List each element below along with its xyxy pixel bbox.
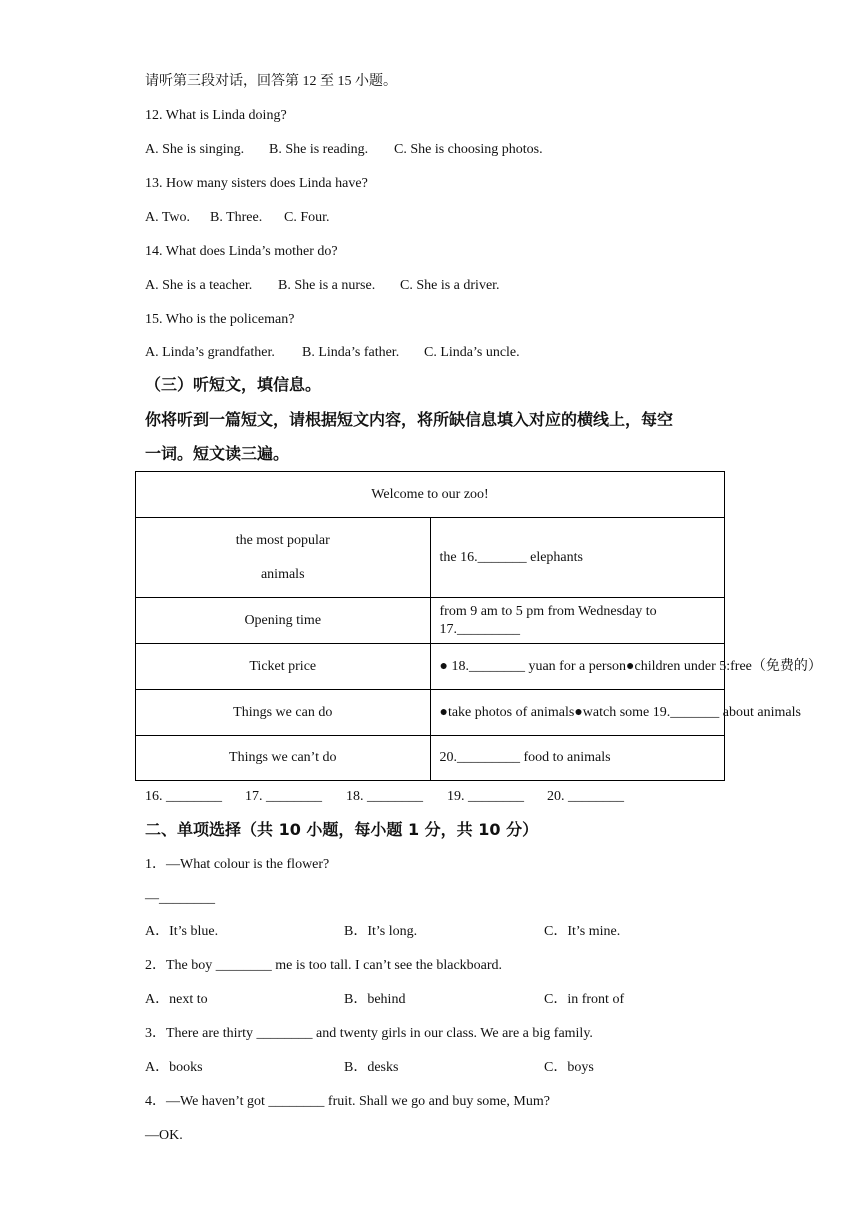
row-value: 20._________ food to animals <box>430 736 725 781</box>
dialogue-intro: 请听第三段对话，回答第 12 至 15 小题。 <box>145 74 397 89</box>
question-15: 15. Who is the policeman? <box>145 312 295 327</box>
option-c: C. She is choosing photos. <box>394 142 543 157</box>
option-c: C．in front of <box>544 992 625 1007</box>
row-label-line: the most popular <box>235 532 330 548</box>
option-a: A．It’s blue. <box>145 924 219 939</box>
row-label: Opening time <box>136 598 431 644</box>
option-a: A．books <box>145 1060 203 1075</box>
zoo-info-table <box>135 471 822 781</box>
question-13: 13. How many sisters does Linda have? <box>145 176 368 191</box>
row-value: ● 18.________ yuan for a person●children under 5:free（免费的） <box>430 644 725 690</box>
answer-blank: 18. ________ <box>346 789 423 804</box>
option-c: C. Four. <box>284 210 330 225</box>
choice-question-1-options <box>145 923 745 941</box>
section-instructions: 你将听到一篇短文，请根据短文内容，将所缺信息填入对应的横线上，每空 <box>145 410 674 429</box>
row-label: Things we can’t do <box>136 736 431 781</box>
option-b: B. She is a nurse. <box>278 278 376 293</box>
question-15-options <box>145 344 745 362</box>
section-heading: （三）听短文，填信息。 <box>145 375 322 394</box>
option-c: C．It’s mine. <box>544 924 621 939</box>
row-value: the 16._______ elephants <box>430 518 725 598</box>
option-a: A. Two. <box>145 210 191 225</box>
question-12: 12. What is Linda doing? <box>145 108 287 123</box>
table-row <box>136 736 725 781</box>
option-a: A. Linda’s grandfather. <box>145 345 275 360</box>
option-c: C. She is a driver. <box>400 278 500 293</box>
part-heading: 二、单项选择（共 10 小题，每小题 1 分，共 10 分） <box>145 820 539 839</box>
table-title-row <box>136 472 725 518</box>
answer-blank: 17. ________ <box>245 789 322 804</box>
option-b: B. Linda’s father. <box>302 345 400 360</box>
option-c: C．boys <box>544 1060 594 1075</box>
question-14-options <box>145 277 745 295</box>
option-b: B. Three. <box>210 210 263 225</box>
question-14: 14. What does Linda’s mother do? <box>145 244 338 259</box>
option-b: B．desks <box>344 1060 399 1075</box>
row-value: from 9 am to 5 pm from Wednesday to 17._________ <box>430 598 725 644</box>
answer-blank: 16. ________ <box>145 789 222 804</box>
section-instructions-cont: 一词。短文读三遍。 <box>145 444 290 463</box>
choice-question-3: 3．There are thirty ________ and twenty girls in our class. We are a big family. <box>145 1026 593 1041</box>
row-label: Things we can do <box>136 690 431 736</box>
table-row <box>136 518 725 598</box>
answer-dash-line: —________ <box>145 891 215 906</box>
option-a: A. She is singing. <box>145 142 245 157</box>
choice-question-1: 1．—What colour is the flower? <box>145 857 330 872</box>
option-b: B．behind <box>344 992 406 1007</box>
option-b: B. She is reading. <box>269 142 369 157</box>
table-row <box>136 598 725 644</box>
table-title: Welcome to our zoo! <box>136 472 725 518</box>
answer-reply-line: —OK. <box>145 1128 183 1143</box>
choice-question-4: 4．—We haven’t got ________ fruit. Shall we go and buy some, Mum? <box>145 1094 550 1109</box>
choice-question-2-options <box>145 991 745 1009</box>
option-c: C. Linda’s uncle. <box>424 345 520 360</box>
choice-question-2: 2．The boy ________ me is too tall. I can’t see the blackboard. <box>145 958 503 973</box>
table-row <box>136 644 725 690</box>
question-13-options <box>145 209 745 227</box>
choice-question-3-options <box>145 1059 745 1077</box>
row-label: Ticket price <box>136 644 431 690</box>
row-label <box>136 518 431 598</box>
table-row <box>136 690 725 736</box>
row-value: ●take photos of animals●watch some 19._______ about animals <box>430 690 725 736</box>
option-a: A. She is a teacher. <box>145 278 253 293</box>
row-label-line: animals <box>260 566 305 582</box>
option-b: B．It’s long. <box>344 924 418 939</box>
answer-blank: 20. ________ <box>547 789 624 804</box>
option-a: A．next to <box>145 992 208 1007</box>
question-12-options <box>145 141 745 159</box>
answer-blank: 19. ________ <box>447 789 524 804</box>
